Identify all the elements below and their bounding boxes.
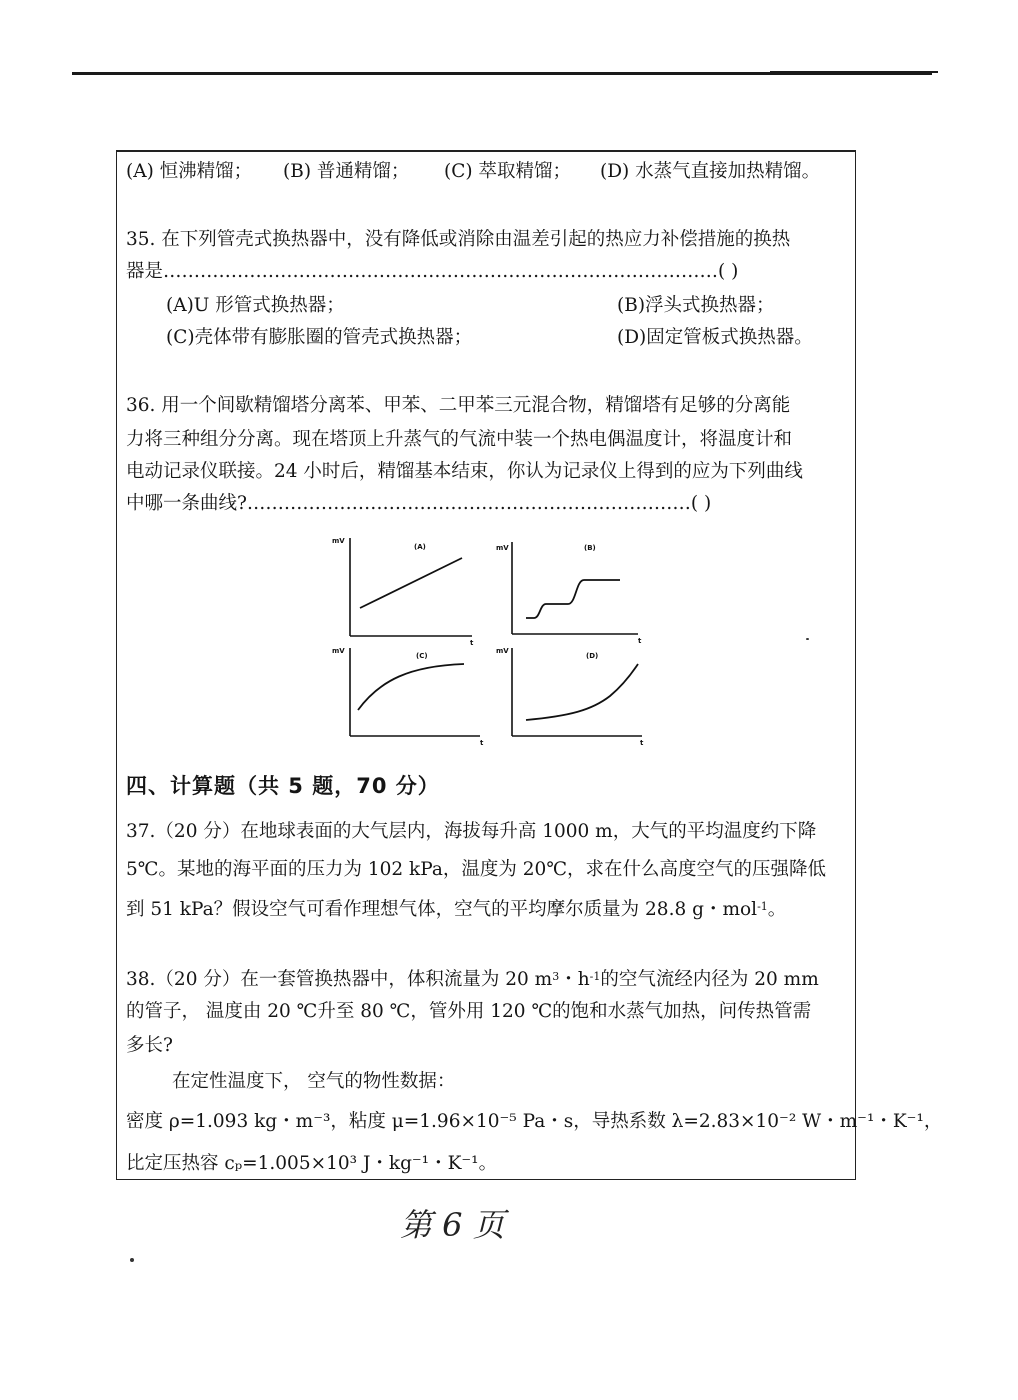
chart-a-curve [360,558,462,608]
chart-a-xlabel: t [470,639,474,647]
chart-panel-d [496,647,644,747]
q36-line-1: 36. 用一个间歇精馏塔分离苯、甲苯、二甲苯三元混合物，精馏塔有足够的分离能 [126,395,791,416]
chart-c-label: (C) [416,652,428,660]
prev-option-a: (A) 恒沸精馏； [126,161,253,182]
chart-c-ylabel: mV [332,647,345,655]
q35-option-b: (B)浮头式换热器； [617,295,775,316]
q37-line-2: 5℃。某地的海平面的压力为 102 kPa，温度为 20℃，求在什么高度空气的压强降低 [126,859,827,880]
q36-line-4: 中哪一条曲线?………………………………………………………………( ) [126,493,712,514]
q36-line-3: 电动记录仪联接。24 小时后，精馏基本结束，你认为记录仪上得到的应为下列曲线 [126,461,803,482]
q38-line-6: 比定压热容 cₚ=1.005×10³ J・kg⁻¹・K⁻¹。 [126,1153,498,1174]
chart-c-xlabel: t [480,739,484,747]
q36-line-2: 力将三种组分分离。现在塔顶上升蒸气的气流中装一个热电偶温度计，将温度计和 [126,429,793,450]
page-number-handwritten: 第 6 页 [400,1206,505,1244]
chart-d-label: (D) [586,652,599,660]
q38-line-2: 的管子， 温度由 20 ℃升至 80 ℃，管外用 120 ℃的饱和水蒸气加热，问传热管需 [126,1001,812,1022]
top-rule-tail [770,71,938,73]
chart-d-ylabel: mV [496,647,509,655]
scan-speck [130,1258,134,1262]
chart-a-ylabel: mV [332,537,345,545]
chart-b-label: (B) [584,544,596,552]
curve-options-figure [320,530,660,750]
chart-c-curve [358,664,464,710]
scan-speck [806,638,809,640]
chart-panel-c [332,647,484,747]
q35-line-1: 35. 在下列管壳式换热器中，没有降低或消除由温差引起的热应力补偿措施的换热 [126,229,791,250]
chart-panel-b [496,542,642,645]
chart-b-xlabel: t [638,637,642,645]
section-title: 四、计算题（共 5 题，70 分） [126,774,440,798]
prev-option-b: (B) 普通精馏； [283,161,410,182]
q35-option-a: (A)U 形管式换热器； [166,295,345,316]
chart-b-ylabel: mV [496,544,509,552]
q37-line-1: 37.（20 分）在地球表面的大气层内，海拔每升高 1000 m，大气的平均温度约下降 [126,821,817,842]
chart-panel-a [332,537,474,647]
q38-line-1: 38.（20 分）在一套管换热器中，体积流量为 20 $m^3$・$h^{-1}$的空气流经内径为 20 mm [126,969,819,990]
chart-a-label: (A) [414,543,426,551]
chart-b-curve [526,580,620,618]
prev-option-c: (C) 萃取精馏； [444,161,571,182]
q35-option-c: (C)壳体带有膨胀圈的管壳式换热器； [166,327,473,348]
q38-line-4: 在定性温度下， 空气的物性数据： [172,1071,456,1092]
q35-line-2: 器是………………………………………………………………………………( ) [126,261,739,282]
chart-d-curve [526,664,638,720]
q37-line-3: 到 51 kPa？假设空气可看作理想气体，空气的平均摩尔质量为 28.8 g・mol$^{-1}$。 [126,899,787,920]
chart-d-xlabel: t [640,739,644,747]
q38-line-5: 密度 ρ=1.093 kg・m⁻³，粘度 μ=1.96×10⁻⁵ Pa・s，导热系数 λ=2.83×10⁻² W・m⁻¹・K⁻¹， [126,1111,943,1132]
q38-line-3: 多长? [126,1035,173,1056]
prev-option-d: (D) 水蒸气直接加热精馏。 [600,161,821,182]
q35-option-d: (D)固定管板式换热器。 [617,327,813,348]
